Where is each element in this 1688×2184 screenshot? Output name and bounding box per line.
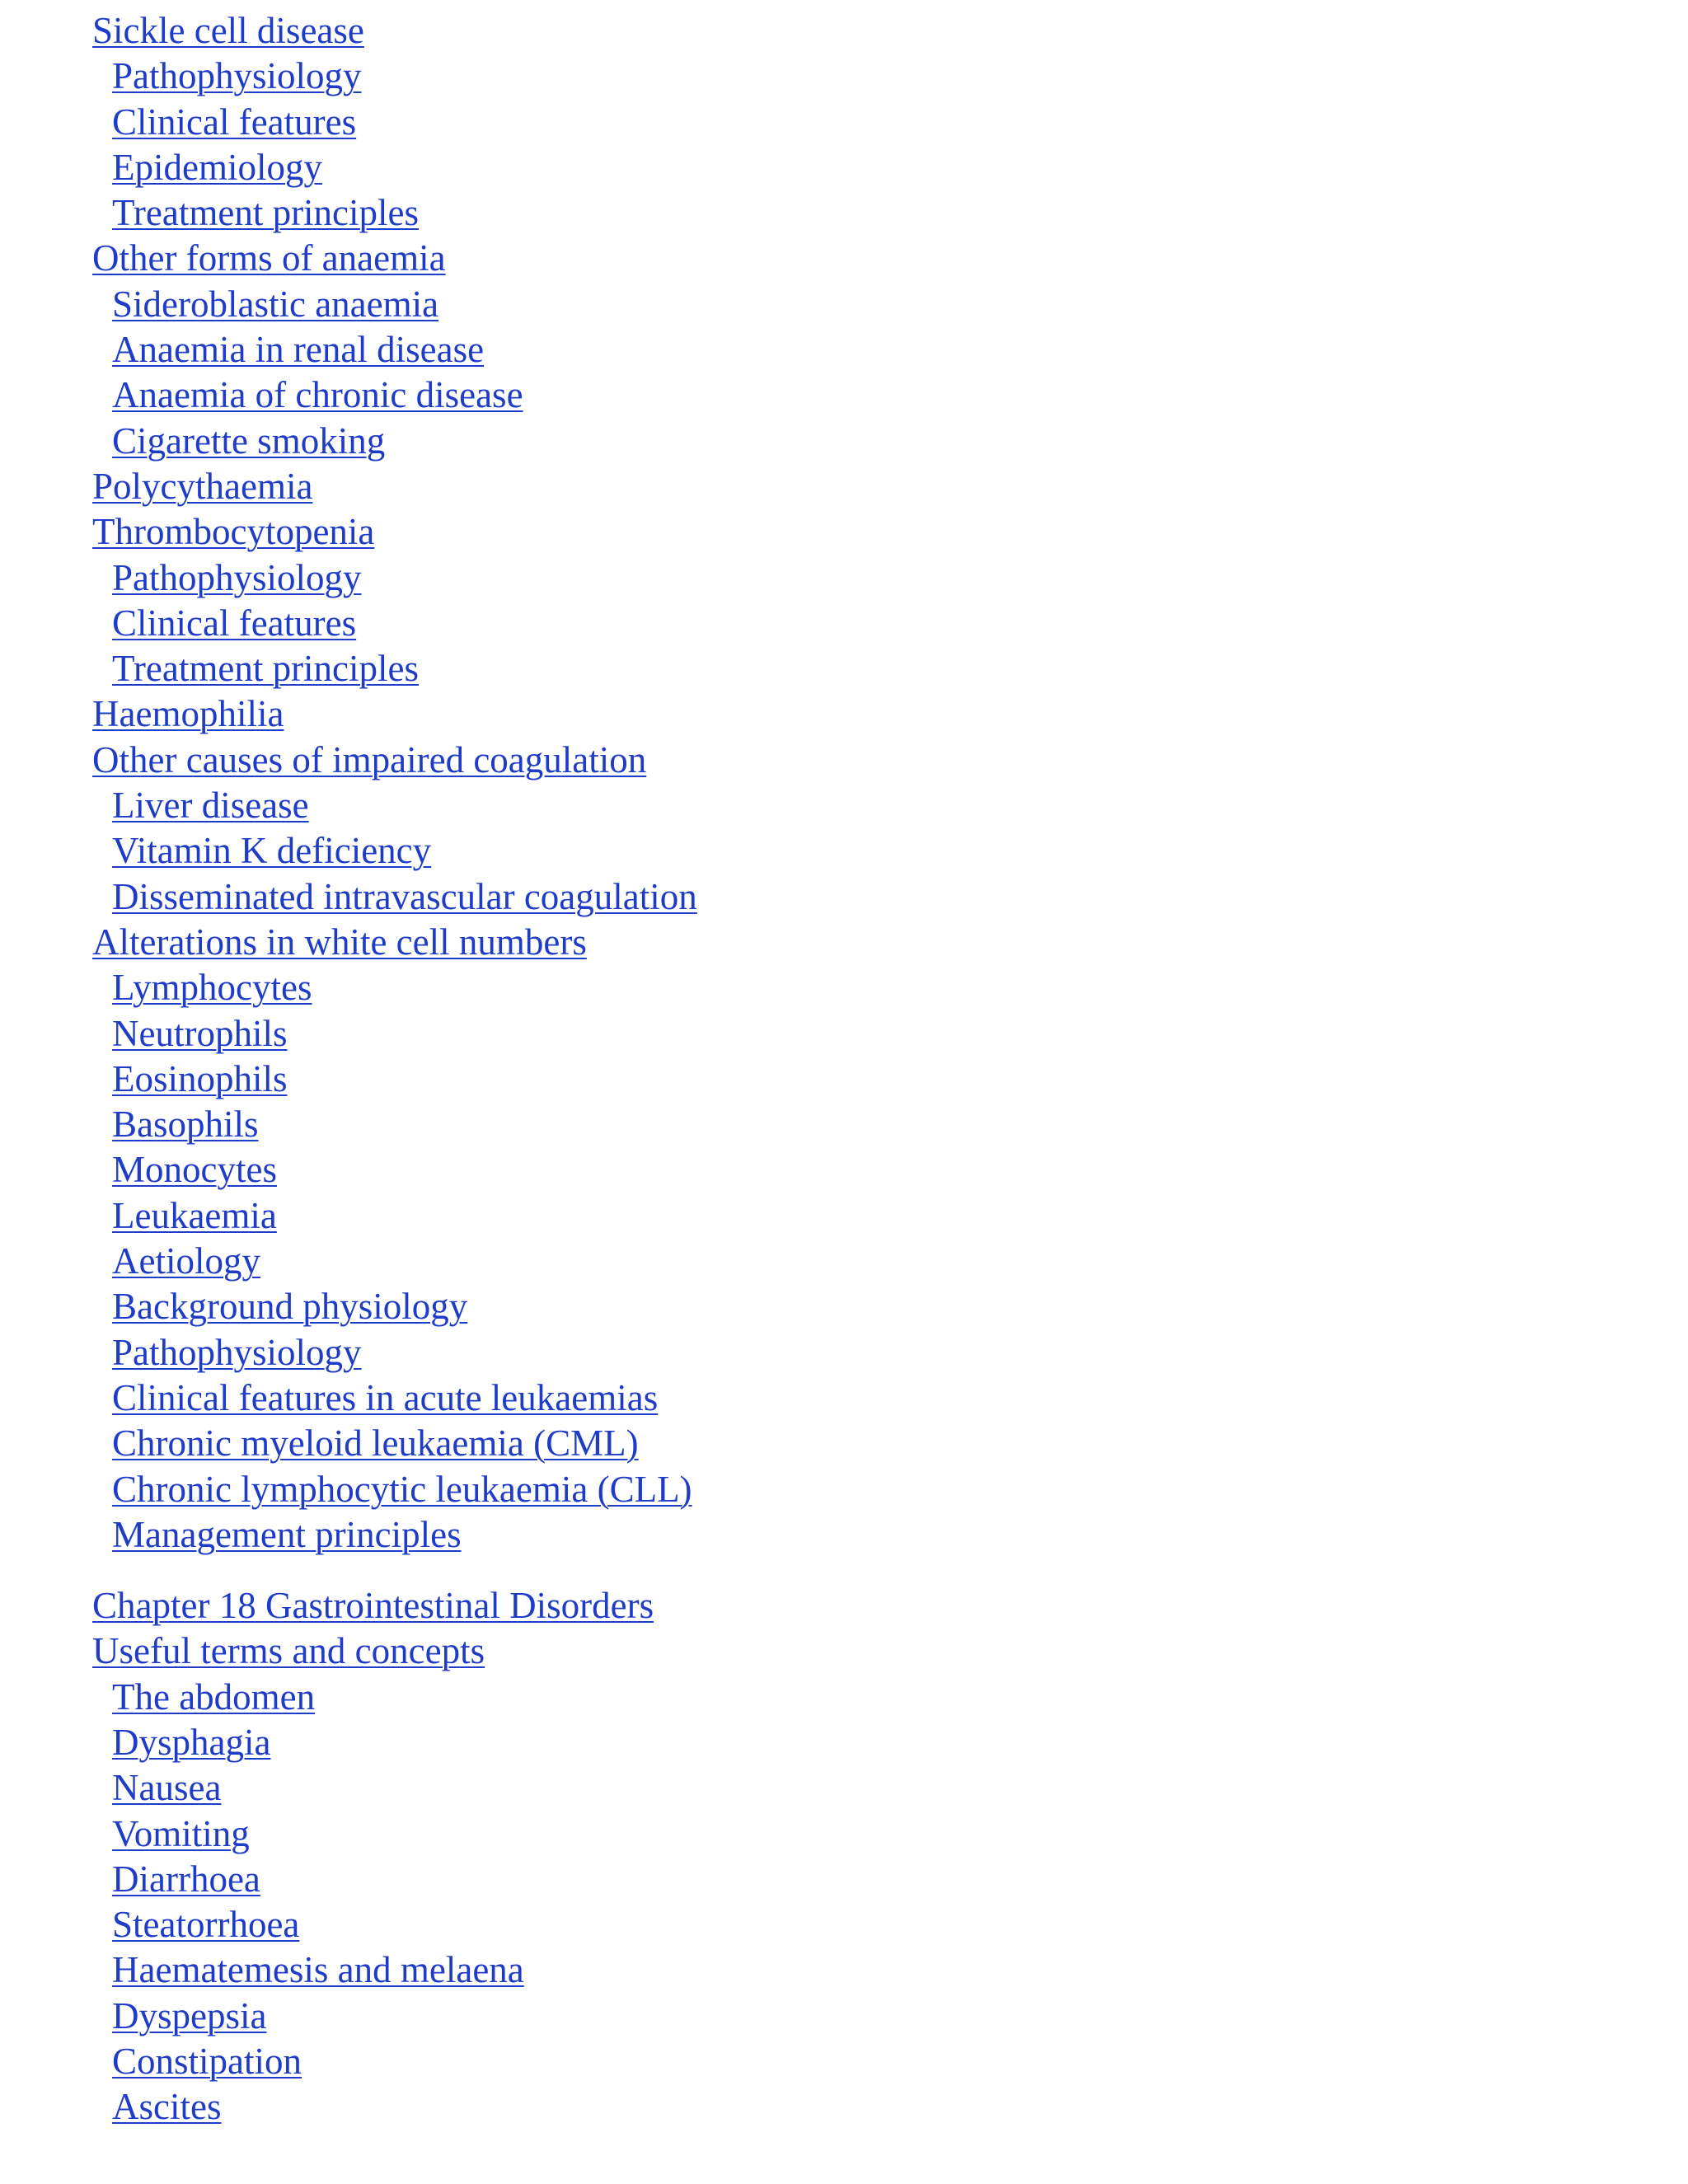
toc-subitem [92,1011,1576,1057]
toc-link-anaemia-in-renal-disease[interactable]: Anaemia in renal disease [112,329,485,371]
toc-subitem [92,783,1576,828]
toc-link-cigarette-smoking[interactable]: Cigarette smoking [112,419,386,462]
toc-link-leukaemia[interactable]: Leukaemia [112,1194,277,1236]
toc-link-pathophysiology[interactable]: Pathophysiology [112,556,362,598]
toc-subitem [92,190,1576,236]
toc-subitem [92,1994,1576,2039]
toc-link-pathophysiology[interactable]: Pathophysiology [112,1331,362,1373]
toc-link-chronic-myeloid-leukaemia[interactable]: Chronic myeloid leukaemia (CML) [112,1422,639,1465]
toc-item [92,1583,1576,1629]
toc-item [92,691,1576,737]
toc-subitem [92,1330,1576,1376]
toc-subitem [92,54,1576,99]
toc-subitem [92,100,1576,145]
toc-link-polycythaemia[interactable]: Polycythaemia [92,465,313,507]
toc-link-basophils[interactable]: Basophils [112,1104,259,1146]
toc-subitem [92,373,1576,418]
toc-subitem [92,1193,1576,1239]
toc-subitem [92,874,1576,920]
toc-subitem [92,965,1576,1010]
toc-link-ascites[interactable]: Ascites [112,2086,222,2128]
toc-link-liver-disease[interactable]: Liver disease [112,785,309,827]
toc-subitem [92,1239,1576,1284]
toc-link-monocytes[interactable]: Monocytes [112,1149,277,1191]
toc-subitem [92,1857,1576,1902]
toc-link-neutrophils[interactable]: Neutrophils [112,1012,288,1054]
toc-subitem [92,601,1576,646]
toc-link-clinical-features-in-acute-leukaemias[interactable]: Clinical features in acute leukaemias [112,1376,659,1418]
toc-item [92,464,1576,509]
toc-subitem [92,1147,1576,1193]
toc-link-pathophysiology[interactable]: Pathophysiology [112,55,362,97]
toc-subitem [92,1284,1576,1329]
toc-subitem [92,1376,1576,1421]
toc-subitem [92,1811,1576,1857]
toc-link-haemophilia[interactable]: Haemophilia [92,693,284,735]
toc-subitem [92,1765,1576,1811]
toc-subitem [92,1947,1576,1993]
toc-link-treatment-principles[interactable]: Treatment principles [112,648,420,690]
toc-link-nausea[interactable]: Nausea [112,1767,222,1809]
toc-link-eosinophils[interactable]: Eosinophils [112,1057,288,1099]
toc-link-clinical-features[interactable]: Clinical features [112,101,357,143]
toc-subitem [92,1057,1576,1102]
toc-link-sideroblastic-anaemia[interactable]: Sideroblastic anaemia [112,283,439,325]
toc-link-aetiology[interactable]: Aetiology [112,1240,260,1282]
section-spacer [92,1558,1576,1583]
toc-subitem [92,1512,1576,1558]
toc-link-lymphocytes[interactable]: Lymphocytes [112,967,312,1009]
toc-link-chapter-18[interactable]: Chapter 18 Gastrointestinal Disorders [92,1585,654,1627]
toc-link-background-physiology[interactable]: Background physiology [112,1286,468,1328]
toc-link-vitamin-k-deficiency[interactable]: Vitamin K deficiency [112,830,432,872]
toc-subitem [92,1902,1576,1947]
toc-link-management-principles[interactable]: Management principles [112,1513,462,1555]
toc-subitem [92,282,1576,327]
toc-subitem [92,145,1576,190]
toc-link-other-causes-of-impaired-coagulation[interactable]: Other causes of impaired coagulation [92,738,647,780]
toc-subitem [92,2039,1576,2084]
toc-link-alterations-in-white-cell-numbers[interactable]: Alterations in white cell numbers [92,921,587,963]
toc-subitem [92,1102,1576,1147]
toc-link-dysphagia[interactable]: Dysphagia [112,1721,271,1763]
toc-subitem [92,1421,1576,1466]
table-of-contents [92,8,1576,2130]
toc-link-epidemiology[interactable]: Epidemiology [112,146,322,188]
toc-link-disseminated-intravascular-coagulation[interactable]: Disseminated intravascular coagulation [112,875,697,917]
toc-link-anaemia-of-chronic-disease[interactable]: Anaemia of chronic disease [112,374,523,416]
toc-item [92,236,1576,281]
toc-subitem [92,1720,1576,1765]
toc-link-constipation[interactable]: Constipation [112,2041,302,2083]
toc-link-sickle-cell-disease[interactable]: Sickle cell disease [92,10,364,51]
toc-item [92,920,1576,965]
toc-link-haematemesis-and-melaena[interactable]: Haematemesis and melaena [112,1949,524,1991]
toc-subitem [92,646,1576,691]
toc-subitem [92,828,1576,874]
toc-link-the-abdomen[interactable]: The abdomen [112,1675,316,1718]
toc-link-vomiting[interactable]: Vomiting [112,1812,250,1854]
toc-item [92,8,1576,54]
toc-link-clinical-features[interactable]: Clinical features [112,602,357,644]
toc-link-treatment-principles[interactable]: Treatment principles [112,192,420,234]
toc-link-useful-terms-and-concepts[interactable]: Useful terms and concepts [92,1630,485,1672]
toc-item [92,1629,1576,1674]
toc-link-steatorrhoea[interactable]: Steatorrhoea [112,1904,300,1946]
toc-subitem [92,2084,1576,2130]
toc-subitem [92,419,1576,464]
toc-link-dyspepsia[interactable]: Dyspepsia [112,1994,267,2036]
toc-link-thrombocytopenia[interactable]: Thrombocytopenia [92,511,375,553]
toc-subitem [92,1675,1576,1720]
toc-item [92,509,1576,555]
toc-link-chronic-lymphocytic-leukaemia[interactable]: Chronic lymphocytic leukaemia (CLL) [112,1468,692,1510]
toc-subitem [92,1467,1576,1512]
toc-subitem [92,327,1576,373]
toc-item [92,738,1576,783]
toc-link-diarrhoea[interactable]: Diarrhoea [112,1858,260,1900]
toc-subitem [92,555,1576,601]
toc-link-other-forms-of-anaemia[interactable]: Other forms of anaemia [92,237,446,279]
